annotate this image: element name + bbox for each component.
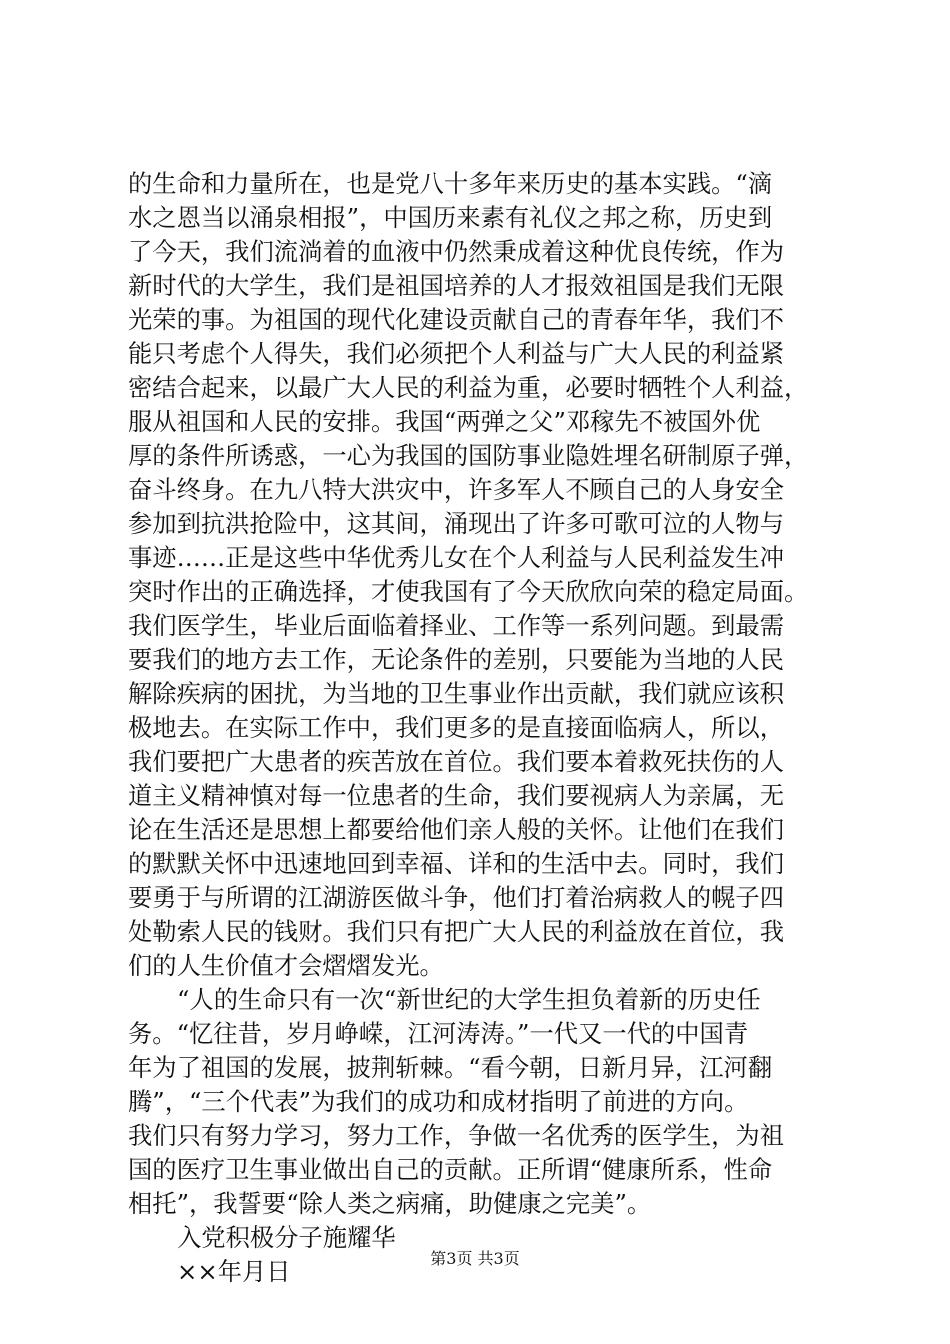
text-line: 突时作出的正确选择，才使我国有了今天欣欣向荣的稳定局面。 bbox=[128, 577, 809, 606]
text-line: 腾”，“三个代表”为我们的成功和成材指明了前进的方向。 bbox=[128, 1087, 749, 1116]
text-line: 了今天，我们流淌着的血液中仍然秉成着这种优良传统，作为 bbox=[128, 237, 785, 266]
text-line: 奋斗终身。在九八特大洪灾中，许多军人不顾自己的人身安全 bbox=[128, 475, 785, 504]
text-line: 年为了祖国的发展，披荆斩棘。“看今朝，日新月异，江河翻 bbox=[128, 1053, 773, 1082]
text-line: 我们要把广大患者的疾苦放在首位。我们要本着救死扶伤的人 bbox=[128, 747, 785, 776]
paragraph-1 bbox=[128, 167, 832, 983]
text-line: 相托”，我誓要“除人类之病痛，助健康之完美”。 bbox=[128, 1189, 652, 1218]
text-line: 解除疾病的困扰，为当地的卫生事业作出贡献，我们就应该积 bbox=[128, 679, 785, 708]
text-line: 能只考虑个人得失，我们必须把个人利益与广大人民的利益紧 bbox=[128, 339, 785, 368]
page-footer: 第3页 共3页 bbox=[430, 1249, 520, 1268]
text-line: 要我们的地方去工作，无论条件的差别，只要能为当地的人民 bbox=[128, 645, 785, 674]
text-line: 论在生活还是思想上都要给他们亲人般的关怀。让他们在我们 bbox=[128, 815, 785, 844]
text-line: 服从祖国和人民的安排。我国“两弹之父”邓稼先不被国外优 bbox=[128, 407, 761, 436]
date-line: ××年月日 bbox=[177, 1257, 291, 1286]
document-body bbox=[128, 167, 832, 1289]
text-line: 道主义精神慎对每一位患者的生命，我们要视病人为亲属，无 bbox=[128, 781, 785, 810]
text-line: 事迹……正是这些中华优秀儿女在个人利益与人民利益发生冲 bbox=[128, 543, 785, 572]
text-line: 参加到抗洪抢险中，这其间，涌现出了许多可歌可泣的人物与 bbox=[128, 509, 785, 538]
text-line: 务。“忆往昔，岁月峥嵘，江河涛涛。”一代又一代的中国青 bbox=[128, 1019, 749, 1048]
text-line: 密结合起来，以最广大人民的利益为重，必要时牺牲个人利益， bbox=[128, 373, 809, 402]
text-line: 极地去。在实际工作中，我们更多的是直接面临病人，所以， bbox=[128, 713, 785, 742]
text-line: “人的生命只有一次“新世纪的大学生担负着新的历史任 bbox=[177, 985, 761, 1014]
text-line: 厚的条件所诱惑，一心为我国的国防事业隐姓埋名研制原子弹， bbox=[128, 441, 809, 470]
text-line: 们的人生价值才会熠熠发光。 bbox=[128, 951, 444, 980]
text-line: 要勇于与所谓的江湖游医做斗争，他们打着治病救人的幌子四 bbox=[128, 883, 785, 912]
text-line: 水之恩当以涌泉相报”，中国历来素有礼仪之邦之称，历史到 bbox=[128, 203, 773, 232]
paragraph-2 bbox=[128, 983, 832, 1221]
text-line: 的生命和力量所在，也是党八十多年来历史的基本实践。“滴 bbox=[128, 169, 773, 198]
text-line: 光荣的事。为祖国的现代化建设贡献自己的青春年华，我们不 bbox=[128, 305, 785, 334]
text-line: 处勒索人民的钱财。我们只有把广大人民的利益放在首位，我 bbox=[128, 917, 785, 946]
signature: 入党积极分子施耀华 bbox=[177, 1223, 396, 1252]
text-line: 新时代的大学生，我们是祖国培养的人才报效祖国是我们无限 bbox=[128, 271, 785, 300]
text-line: 的默默关怀中迅速地回到幸福、详和的生活中去。同时，我们 bbox=[128, 849, 785, 878]
text-line: 国的医疗卫生事业做出自己的贡献。正所谓“健康所系，性命 bbox=[128, 1155, 773, 1184]
text-line: 我们医学生，毕业后面临着择业、工作等一系列问题。到最需 bbox=[128, 611, 785, 640]
text-line: 我们只有努力学习，努力工作，争做一名优秀的医学生，为祖 bbox=[128, 1121, 785, 1150]
